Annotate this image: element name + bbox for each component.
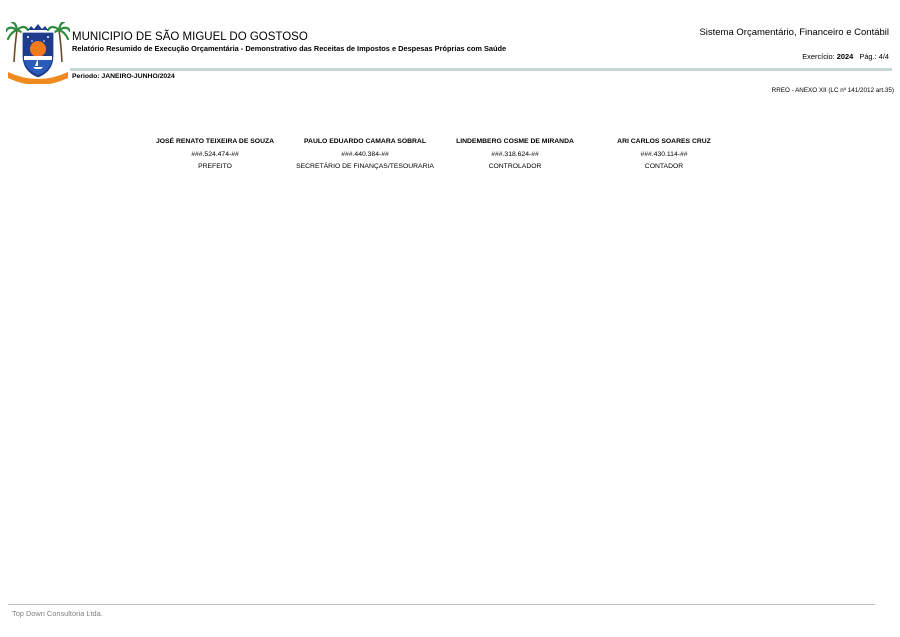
sun-icon: [30, 41, 46, 57]
signatory-name: JOSÉ RENATO TEIXEIRA DE SOUZA: [155, 138, 275, 145]
municipal-coat-of-arms-icon: [6, 22, 70, 84]
exercise-label: Exercício:: [802, 52, 835, 61]
signatory-finance-secretary: [290, 137, 440, 171]
annex-reference: RREO - ANEXO XII (LC nº 141/2012 art.35): [771, 87, 894, 94]
exercise-page-info: [802, 52, 889, 61]
signatory-document: ###.524.474-##: [191, 151, 239, 158]
signatory-name: LINDEMBERG COSME DE MIRANDA: [456, 138, 574, 145]
signatory-document: ###.440.384-##: [341, 151, 389, 158]
header-divider: [70, 68, 892, 71]
page-number: 4/4: [878, 52, 889, 61]
signatory-accountant: [589, 137, 739, 171]
signatory-name: PAULO EDUARDO CAMARA SOBRAL: [304, 138, 426, 145]
signatory-role: SECRETÁRIO DE FINANÇAS/TESOURARIA: [296, 163, 434, 170]
signatory-name: ARI CARLOS SOARES CRUZ: [617, 138, 711, 145]
signatory-role: PREFEITO: [198, 163, 232, 170]
signatory-role: CONTROLADOR: [488, 163, 542, 170]
footer-divider: [8, 604, 875, 605]
signature-block: [140, 137, 740, 177]
system-name: Sistema Orçamentário, Financeiro e Contábil: [699, 27, 889, 38]
signatory-mayor: [140, 137, 290, 171]
signatory-document: ###.430.114-##: [640, 151, 688, 158]
signatory-controller: [440, 137, 590, 171]
page-label: Pág.:: [859, 52, 877, 61]
exercise-year: 2024: [836, 52, 854, 61]
signatory-document: ###.318.624-##: [491, 151, 539, 158]
municipality-name: MUNICIPIO DE SÃO MIGUEL DO GOSTOSO: [72, 31, 308, 43]
footer-company: Top Down Consultoria Ltda.: [12, 609, 103, 618]
signatory-role: CONTADOR: [644, 163, 684, 170]
crown-icon: [28, 24, 48, 30]
report-title: Relatório Resumido de Execução Orçamentária - Demonstrativo das Receitas de Impostos e Despesas Próprias com Saúde: [72, 44, 507, 53]
report-period: Periodo: JANEIRO-JUNHO/2024: [72, 73, 175, 80]
